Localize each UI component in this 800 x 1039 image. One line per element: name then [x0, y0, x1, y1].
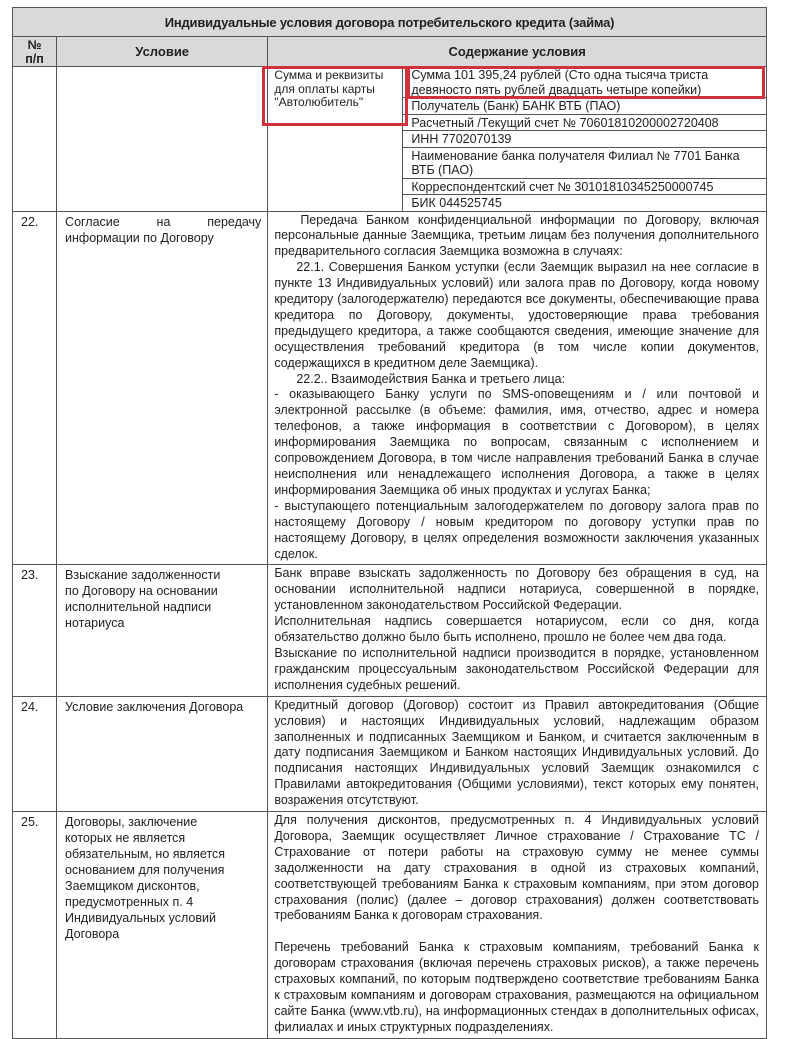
payment-amount: Сумма 101 395,24 рублей (Сто одна тысяча триста девяносто пять рублей двадцать четыре копейки) — [403, 67, 766, 98]
payment-bik: БИК 044525745 — [411, 196, 502, 210]
row-condition-cell — [57, 67, 268, 212]
row-condition: Взыскание задолженности по Договору на основании исполнительной надписи нотариуса — [57, 565, 268, 696]
payment-corr-account: Корреспондентский счет № 30101810345250000745 — [403, 179, 766, 196]
content-paragraph: Банк вправе взыскать задолженность по Договору без обращения в суд, на основании исполнительной надписи нотариуса, совершенной в порядке, установленном законодательством Российской Федерации. — [274, 566, 759, 613]
table-row — [13, 211, 767, 565]
content-paragraph: Взыскание по исполнительной надписи производится в порядке, установленном гражданским процессуальным законодательством Российской Федерации для исполнения судебных решений. — [274, 645, 759, 692]
content-paragraph: - оказывающего Банку услуги по SMS-оповещениям и / или почтовой и электронной рассылке (в объеме: фамилия, имя, отчество, адрес и номера телефонов, а также информация в соответствии с Договором), в целях информирования Заемщика по вопросам, связанным с исполнением и сопровождением Договора, в том числе направления требований Банка в случае неисполнения или ненадлежащего исполнения Договора, а также в целях информирования Заемщика об иных продуктах и услугах Банка; — [274, 387, 759, 497]
content-paragraph: 22.2.. Взаимодействия Банка и третьего лица: — [296, 371, 566, 386]
row-number: 24. — [13, 696, 57, 811]
row-num-cell — [13, 67, 57, 212]
column-header-condition: Условие — [57, 37, 268, 67]
payment-label — [268, 67, 402, 211]
row-content — [268, 812, 767, 1039]
terms-table — [12, 7, 767, 1039]
payment-details — [268, 67, 766, 211]
content-paragraph: Кредитный договор (Договор) состоит из Правил автокредитования (Общие условия) и настоящих Индивидуальных условий, надлежащим образом заполненных и подписанных Заемщиком и Банком, и считается заключенным в дату подписания Заемщиком и Банком настоящих Индивидуальных условий. До подписания настоящих Индивидуальных условий Заемщик ознакомился с Правилами автокредитования (Общими условиями), текст которых ему понятен, возражения отсутствуют. — [274, 697, 759, 808]
document-title: Индивидуальные условия договора потребительского кредита (займа) — [13, 8, 767, 37]
credit-terms-document — [12, 7, 767, 1039]
content-paragraph: - выступающего потенциальным залогодержателем по договору залога прав по настоящему Договору / новым кредитором по договору уступки прав по настоящему Договору, в целях определения возможности заключения указанных сделок. — [274, 498, 759, 561]
row-condition — [57, 211, 268, 565]
row-content — [268, 211, 767, 565]
payment-label-text: Сумма и реквизиты для оплаты карты "Автолюбитель" — [274, 68, 384, 109]
column-header-content: Содержание условия — [268, 37, 767, 67]
row-number: 23. — [13, 565, 57, 696]
table-row — [13, 812, 767, 1039]
table-row — [13, 565, 767, 696]
row-number: 22. — [13, 211, 57, 565]
table-row — [13, 696, 767, 811]
table-row-payment — [13, 67, 767, 212]
column-header-num-label: № п/п — [25, 37, 44, 66]
content-paragraph: Исполнительная надпись совершается нотариусом, если со дня, когда обязательство должно было быть исполнено, прошло не более чем два года. — [274, 614, 759, 645]
row-condition-line1 — [65, 214, 261, 246]
payment-details-cell — [268, 67, 767, 212]
payment-list — [402, 67, 766, 211]
row-condition: Условие заключения Договора — [57, 696, 268, 811]
content-paragraph: Для получения дисконтов, предусмотренных п. 4 Индивидуальных условий Договора, Заемщик осуществляет Личное страхование / Страхование ТС / Страхование от потери работы на страховую сумму не менее суммы задолженности на дату страхования в одной из страховых компаний, соответствующей требованиям Банка к страховым компаниям, при этом договор страхования (полис) (далее – договор страхования) должен соответствовать требованиям Банка к договорам страхования. — [274, 813, 759, 923]
row-content — [268, 696, 767, 811]
content-paragraph: 22.1. Совершения Банком уступки (если Заемщик выразил на нее согласие в пункте 13 Индивидуальных условий) или залога прав по Договору, когда новому кредитору (залогодержателю) передаются все документы, обеспечивающие права кредитора по Договору, документы, удостоверяющие права требования предыдущего кредитора, а также сообщаются сведения, имеющие значение для осуществления требований кредитора (в том числе копии документов, содержащихся в кредитном деле Заемщика). — [274, 260, 759, 370]
row-condition: Договоры, заключение которых не является обязательным, но является основанием для получения Заемщиком дисконтов, предусмотренных п. 4 Индивидуальных условий Договора — [57, 812, 268, 1039]
row-content — [268, 565, 767, 696]
payment-bank-name: Наименование банка получателя Филиал № 7701 Банка ВТБ (ПАО) — [403, 148, 766, 179]
column-header-num — [13, 37, 57, 67]
row-condition-text: Согласие на передачу информации по Договору — [65, 214, 262, 245]
row-number: 25. — [13, 812, 57, 1039]
payment-account: Расчетный /Текущий счет № 70601810200002720408 — [403, 115, 766, 132]
table-title-row — [13, 8, 767, 37]
content-paragraph: Перечень требований Банка к страховым компаниям, требований Банка к договорам страхования (включая перечень страховых рисков), а также перечень страховых компаний, по которым подтверждено соответствие требованиям Банка к страховым компаниям и договорам страхования, размещаются на официальном сайте Банка (www.vtb.ru), на информационных стендах в дополнительных офисах, филиалах и иных структурных подразделениях. — [274, 940, 759, 1034]
content-paragraph: Передача Банком конфиденциальной информации по Договору, включая персональные данные Заемщика, третьим лицам без получения дополнительного предварительного согласия Заемщика возможна в случаях: — [274, 212, 759, 259]
paragraph-gap — [274, 924, 759, 940]
payment-recipient: Получатель (Банк) БАНК ВТБ (ПАО) — [403, 98, 766, 115]
payment-inn: ИНН 7702070139 — [403, 131, 766, 148]
column-header-row — [13, 37, 767, 67]
